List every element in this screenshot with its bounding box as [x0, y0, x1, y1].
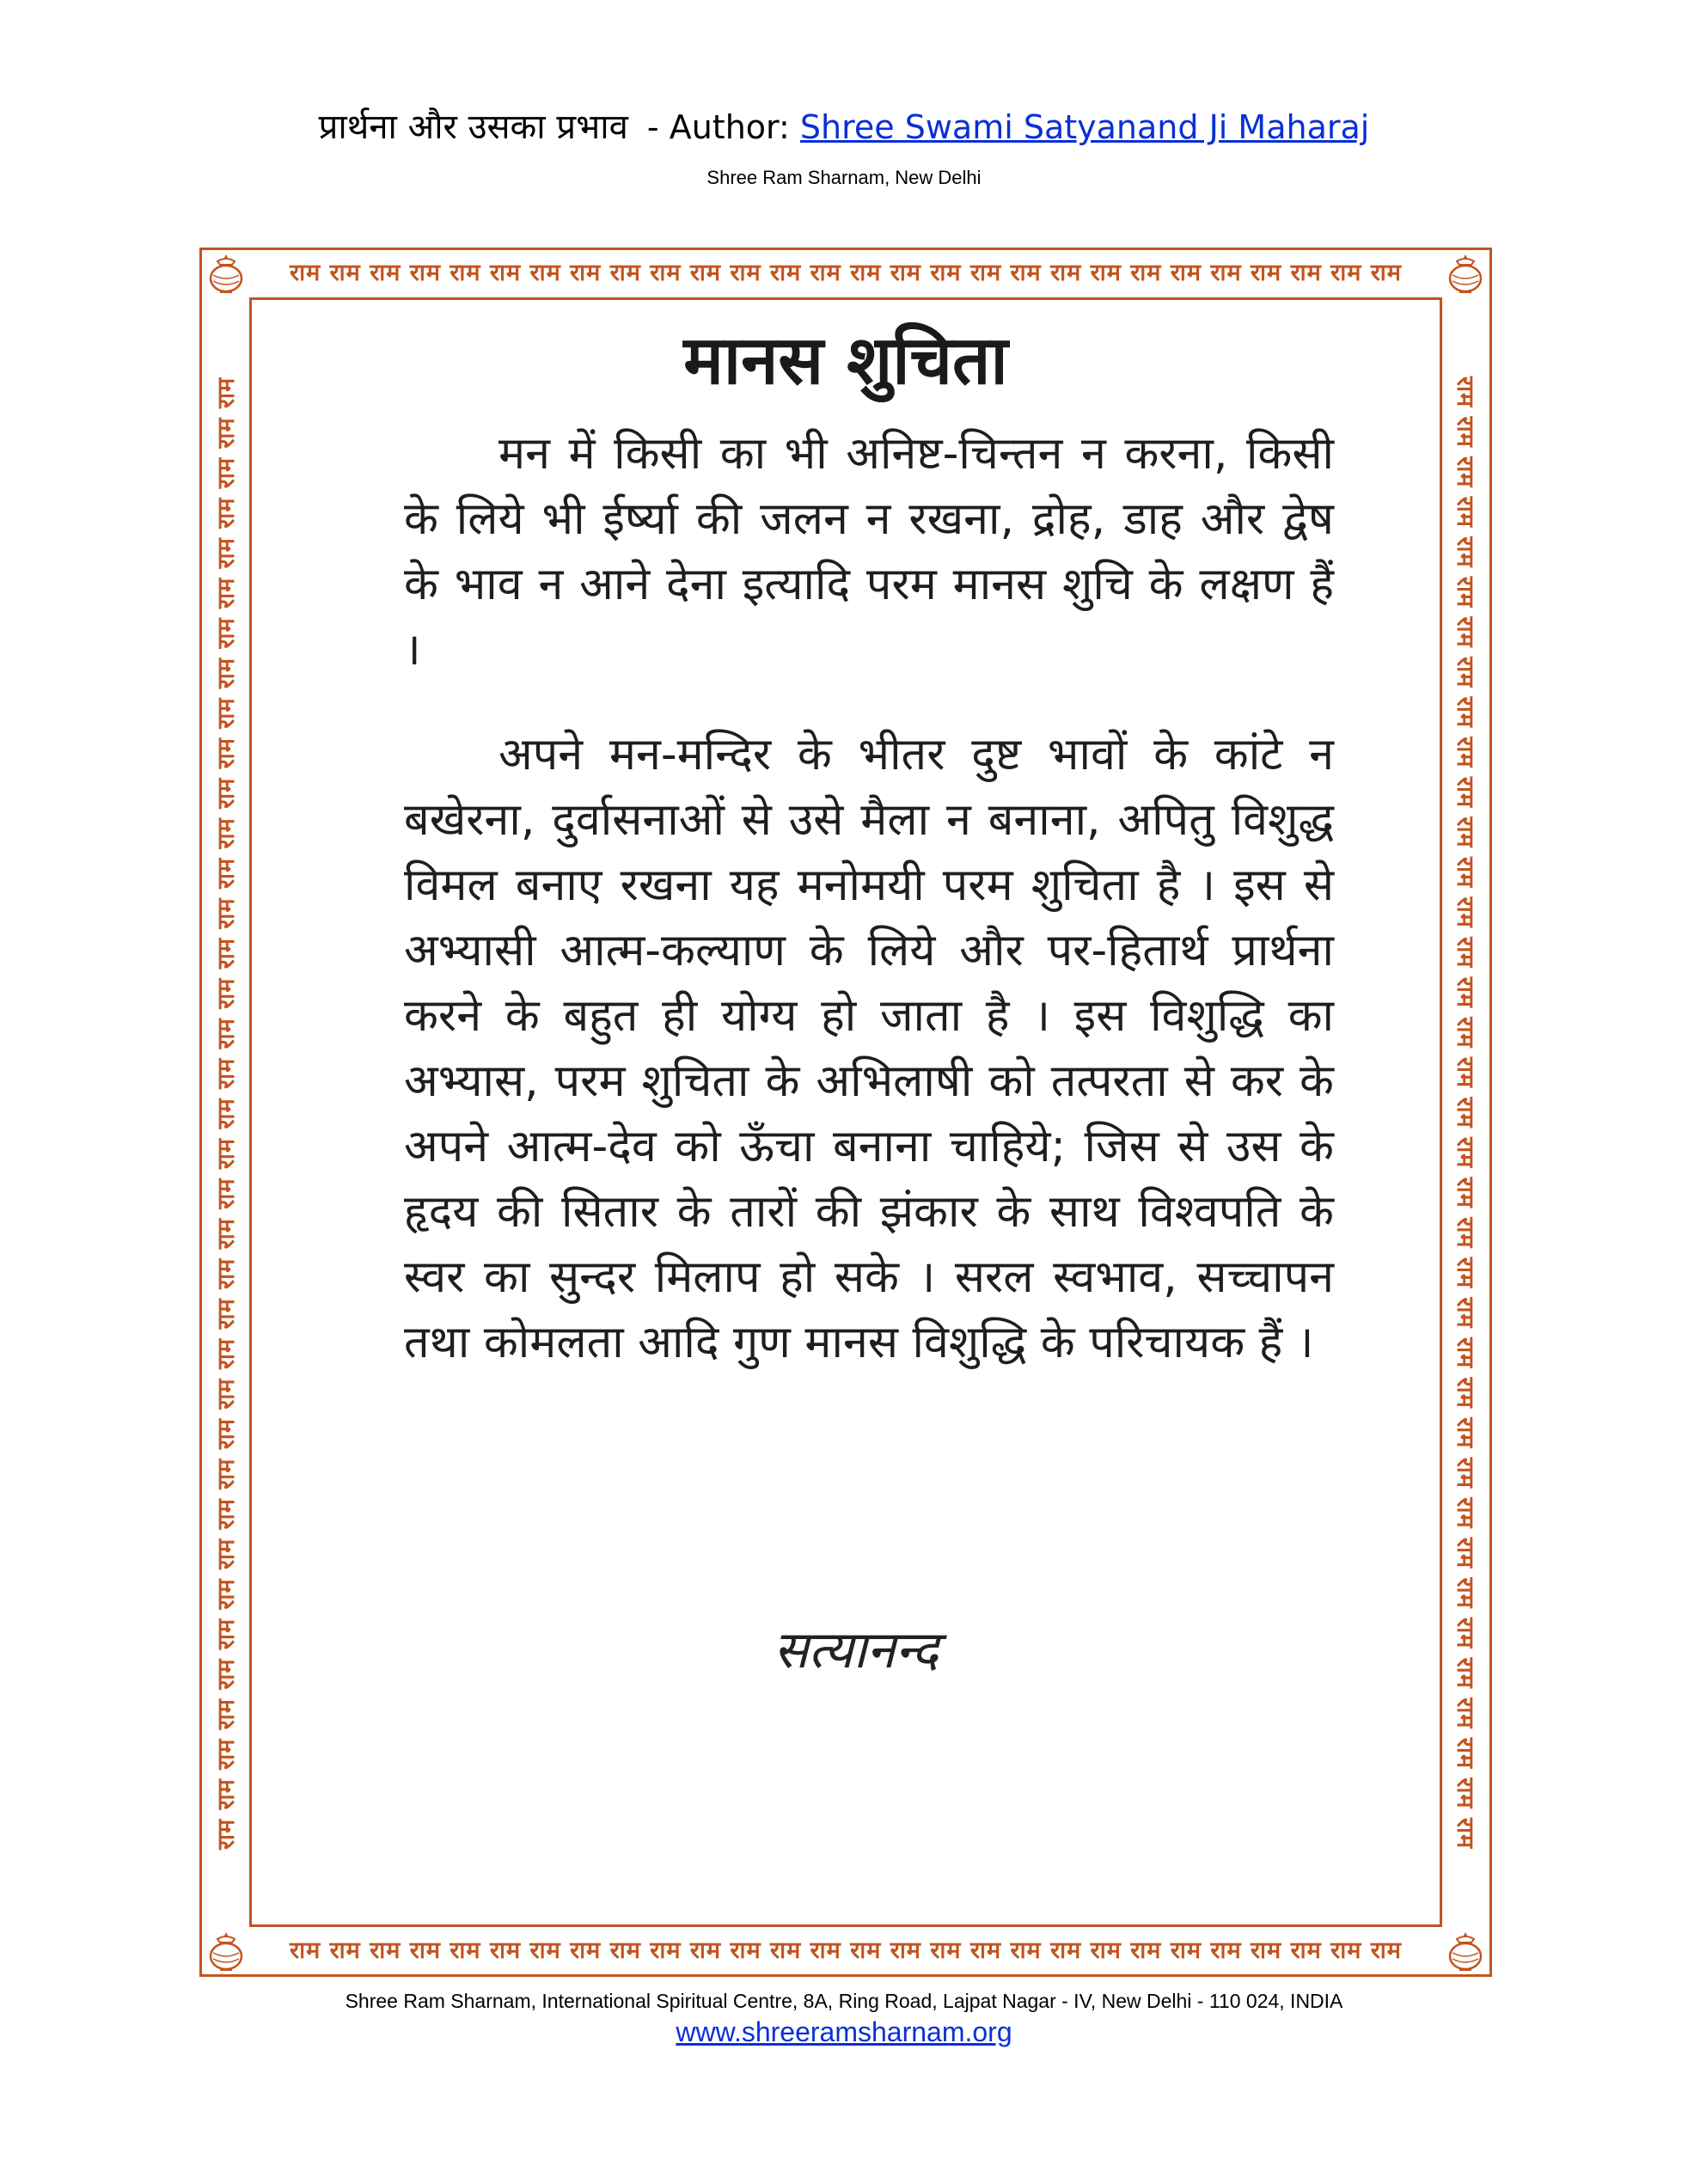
author-link[interactable]: Shree Swami Satyanand Ji Maharaj [799, 108, 1370, 146]
kalash-icon [1446, 1930, 1485, 1972]
border-ram-right: राम राम राम राम राम राम राम राम राम राम राम राम राम राम राम राम राम राम राम राम राम राम राम राम राम राम राम राम राम राम राम राम राम राम राम राम राम [1452, 376, 1478, 1850]
document-title: प्रार्थना और उसका प्रभाव [318, 107, 628, 147]
paragraph-1-text: मन में किसी का भी अनिष्ट-चिन्तन न करना, किसी के लिये भी ईर्ष्या की जलन न रखना, द्रोह, डाह और द्वेष के भाव न आने देना इत्यादि परम मानस शुचि के लक्षण हैं । [404, 428, 1334, 676]
section-title: मानस शुचिता [683, 322, 1008, 400]
footer-address: Shree Ram Sharnam, International Spiritual Centre, 8A, Ring Road, Lajpat Nagar - IV, New Delhi - 110 024, INDIA [345, 1990, 1343, 2012]
kalash-icon [206, 253, 246, 294]
border-ram-bottom: राम राम राम राम राम राम राम राम राम राम राम राम राम राम राम राम राम राम राम राम राम राम राम राम राम राम राम राम [290, 1937, 1402, 1964]
border-ram-left: राम राम राम राम राम राम राम राम राम राम राम राम राम राम राम राम राम राम राम राम राम राम राम राम राम राम राम राम राम राम राम राम राम राम राम राम राम [213, 376, 240, 1850]
kalash-icon [206, 1930, 246, 1972]
body-paragraph-1 [404, 421, 1334, 682]
website-link[interactable]: www.shreeramsharnam.org [676, 2016, 1012, 2047]
author-label: - Author: [646, 108, 800, 146]
footer-website [0, 2015, 1688, 2049]
signature: सत्यानन्द [774, 1620, 939, 1680]
border-ram-top: राम राम राम राम राम राम राम राम राम राम राम राम राम राम राम राम राम राम राम राम राम राम राम राम राम राम राम राम [290, 260, 1402, 286]
body-paragraph-2 [404, 722, 1334, 1375]
paragraph-2-text: अपने मन-मन्दिर के भीतर दुष्ट भावों के कांटे न बखेरना, दुर्वासनाओं से उसे मैला न बनाना, अपितु विशुद्ध विमल बनाए रखना यह मनोमयी परम शुचिता है । इस से अभ्यासी आत्म-कल्याण के लिये और पर-हितार्थ प्रार्थना करने के बहुत ही योग्य हो जाता है । इस विशुद्धि का अभ्यास, परम शुचिता के अभिलाषी को तत्परता से कर के अपने आत्म-देव को ऊँचा बनाना चाहिये; जिस से उस के हृदय की सितार के तारों की झंकार के साथ विश्वपति के स्वर का सुन्दर मिलाप हो सके । सरल स्वभाव, सच्चापन तथा कोमलता आदि गुण मानस विशुद्धि के परिचायक हैं । [404, 729, 1334, 1368]
page-header [0, 107, 1688, 148]
kalash-icon [1446, 253, 1485, 294]
page-subtitle: Shree Ram Sharnam, New Delhi [706, 167, 982, 188]
